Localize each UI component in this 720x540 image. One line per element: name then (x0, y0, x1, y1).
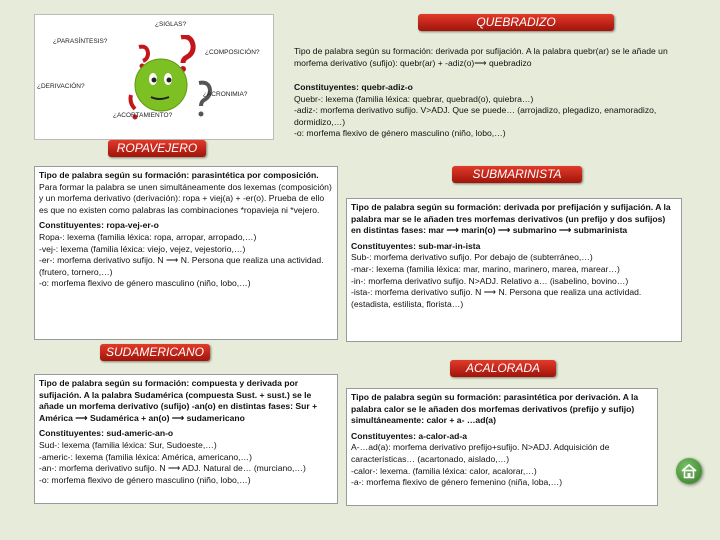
submarinista-desc: Tipo de palabra según su formación: derivada por prefijación y sufijación. A la palabra mar se le añaden tres morfemas derivativos (un prefijo y dos sufijos) en distintas fases: mar ⟶ marin(o) ⟶ submarino ⟶ submarinista (351, 202, 671, 236)
sudamericano-title: SUDAMERICANO (100, 344, 210, 361)
acalorada-line-3: -a-: morfema flexivo de género femenino (niña, loba,…) (351, 477, 563, 488)
acalorada-title: ACALORADA (450, 360, 556, 377)
label-parasintesis: ¿PARASÍNTESIS? (53, 38, 108, 45)
sudamericano-box (34, 374, 338, 504)
submarinista-line-3: -in-: morfema derivativo sufijo. N>ADJ. Relativo a… (isabelino, bovino…) (351, 275, 629, 286)
label-derivacion: ¿DERIVACIÓN? (37, 83, 85, 90)
sudamericano-desc: Tipo de palabra según su formación: compuesta y derivada por sufijación. A la palabra Sudamérica (compuesta Sust. + sust.) se le añade un morfema derivativo (sufijo) -an(o) en distintas fases: Sur + América ⟶ Sudamérica + an(o) ⟶ sudamericano (39, 378, 318, 423)
quebradizo-desc (294, 46, 700, 72)
sudamericano-line-4: -o: morfema flexivo de género masculino (niño, lobo,…) (39, 474, 251, 485)
submarinista-line-2: -mar-: lexema (familia léxica: mar, marino, marinero, marea, marear…) (351, 263, 620, 274)
ropavejero-title: ROPAVEJERO (108, 140, 206, 157)
quebradizo-line-1: Quebr-: lexema (familia léxica: quebrar, quebrad(o), quiebra…) (294, 93, 534, 104)
ropavejero-desc-2: Para formar la palabra se unen simultáneamente dos lexemas (composición) y un morfema derivativo (derivación): ropa + viej(a) + -er(o). Prueba de ello es que no existen como palabras las combinaciones *ropavieja ni *vejero. (39, 181, 332, 215)
quebradizo-desc-text: Tipo de palabra según su formación: derivada por sufijación. A la palabra quebr(ar) se le añade un morfema derivativo (sufijo): quebr(ar) + -adiz(o)⟶ quebradizo (294, 46, 668, 68)
ropavejero-constituents-title: Constituyentes: ropa-vej-er-o (39, 220, 159, 231)
label-acronimia: ¿ACRONIMIA? (203, 91, 248, 98)
ropavejero-line-2: -vej-: lexema (familia léxica: viejo, vejez, vejestorio,…) (39, 243, 246, 254)
image-panel (34, 14, 274, 140)
submarinista-constituents-title: Constituyentes: sub-mar-in-ista (351, 240, 481, 251)
sudamericano-line-2: -americ-: lexema (familia léxica: América, americano,…) (39, 451, 252, 462)
submarinista-title: SUBMARINISTA (452, 166, 582, 183)
ropavejero-line-4: -o: morfema flexivo de género masculino (niño, lobo,…) (39, 278, 251, 289)
ropavejero-box (34, 166, 338, 340)
acalorada-line-1: A-…ad(a): morfema derivativo prefijo+sufijo. N>ADJ. Adquisición de características… (acartonado, aislado,…) (351, 442, 610, 464)
submarinista-box (346, 198, 682, 342)
home-icon (676, 458, 702, 484)
quebradizo-line-2: -adiz-: morfema derivativo sufijo. V>ADJ. Que se puede… (arrojadizo, plegadizo, enamoradizo, dormidizo,…) (294, 105, 657, 127)
label-composicion: ¿COMPOSICIÓN? (205, 49, 260, 56)
ropavejero-line-3: -er-: morfema derivativo sufijo. N ⟶ N. Persona que realiza una actividad. (frutero, tornero,…) (39, 255, 324, 277)
ropavejero-line-1: Ropa-: lexema (familia léxica: ropa, arropar, arropado,…) (39, 231, 257, 242)
quebradizo-constituents-title: Constituyentes: quebr-adiz-o (294, 82, 413, 92)
label-acortamiento: ¿ACORTAMIENTO? (113, 112, 173, 119)
acalorada-line-2: -calor-: lexema. (familia léxica: calor, acalorar,…) (351, 465, 537, 476)
acalorada-constituents-title: Constituyentes: a-calor-ad-a (351, 430, 468, 441)
quebradizo-line-3: -o: morfema flexivo de género masculino (niño, lobo,…) (294, 128, 506, 139)
acalorada-desc: Tipo de palabra según su formación: parasintética por derivación. A la palabra calor se le añaden dos morfemas derivativos (prefijo y sufijo) simultáneamente: calor + a- …ad(a) (351, 392, 639, 426)
ropavejero-desc-1: Tipo de palabra según su formación: parasintética por composición. (39, 170, 319, 180)
quebradizo-title: QUEBRADIZO (418, 14, 614, 31)
submarinista-line-4: -ista-: morfema derivativo sufijo. N ⟶ N. Persona que realiza una actividad. (estadista, estilista, florista…) (351, 287, 642, 309)
home-button[interactable] (676, 458, 702, 484)
submarinista-line-1: Sub-: morfema derivativo sufijo. Por debajo de (subterráneo,…) (351, 252, 593, 263)
sudamericano-constituents-title: Constituyentes: sud-americ-an-o (39, 428, 174, 439)
quebradizo-constituents (294, 82, 700, 148)
acalorada-box (346, 388, 658, 506)
sudamericano-line-3: -an-: morfema derivativo sufijo. N ⟶ ADJ. Natural de… (murciano,…) (39, 463, 306, 474)
sudamericano-line-1: Sud-: lexema (familia léxica: Sur, Sudoeste,…) (39, 439, 217, 450)
label-siglas: ¿SIGLAS? (155, 21, 187, 28)
